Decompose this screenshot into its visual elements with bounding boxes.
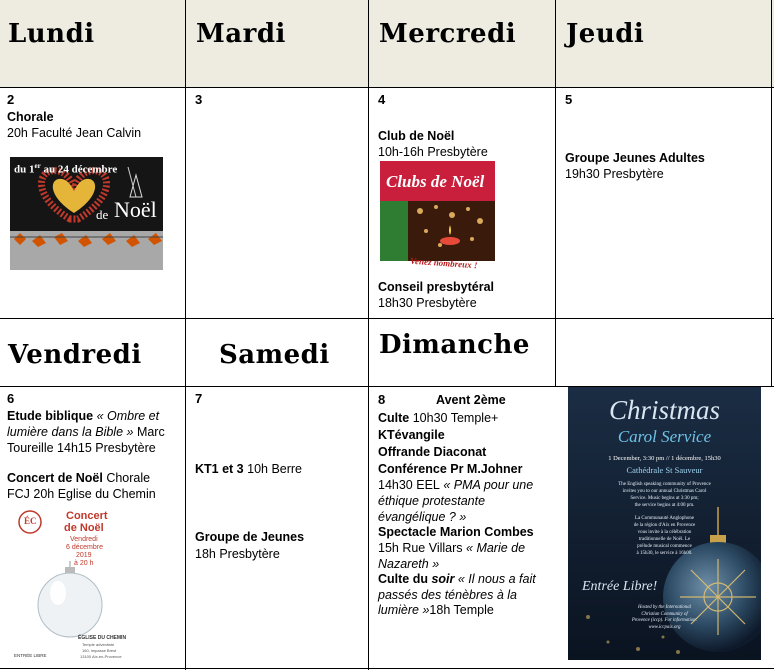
header-lundi: Lundi [8, 19, 95, 49]
poster-time: à 20 h [74, 560, 94, 567]
culte-soir-line-3: lumière »18h Temple [378, 603, 494, 617]
carol-title-2: Carol Service [617, 427, 712, 446]
poster-dates: du 1er au 24 décembre [14, 162, 118, 176]
culte-soir-line-1: Culte du soir « Il nous a fait [378, 572, 536, 586]
poster-entry: ENTRÉE LIBRE [14, 653, 47, 658]
event-time-place: 18h Presbytère [195, 547, 280, 561]
grid-line [555, 0, 556, 386]
event-title: Groupe Jeunes Adultes [565, 151, 705, 165]
carol-title-1: Christmas [608, 395, 721, 425]
day-number: 2 [7, 92, 15, 107]
poster-addr-1: Temple adventiste [82, 642, 115, 647]
day-number: 6 [7, 391, 15, 406]
avent-label: Avent 2ème [436, 393, 506, 407]
header-vendredi: Vendredi [8, 340, 142, 370]
day-number: 4 [378, 92, 386, 107]
day-number: 7 [195, 391, 203, 406]
carol-fr-text: La Communauté Anglophone de la région d'Aix en Provence vous invite à la célébration traditionnelle de Noël. Le prélude musical commence à 15h30, le service à 16h00. [633, 516, 696, 556]
header-dimanche: Dimanche [379, 330, 530, 360]
day-number: 5 [565, 92, 573, 107]
poster-addr-2: 160, impasse Brest [82, 648, 117, 653]
event-time-place: 10h-16h Presbytère [378, 145, 488, 159]
concert-de-noel-poster [12, 507, 127, 665]
clubs-de-noel-poster [380, 161, 495, 275]
header-mardi: Mardi [196, 19, 286, 49]
day-number: 8 [378, 392, 386, 407]
grid-line [0, 318, 774, 319]
event-time-place: 20h Faculté Jean Calvin [7, 126, 142, 140]
grid-line [185, 0, 186, 670]
poster-word-de: de [96, 207, 109, 222]
poster-title-1: Concert [66, 510, 108, 522]
etude-line-1: Etude biblique « Ombre et [7, 409, 160, 423]
carol-host-text: Hosted by the International Christian Community of Provence (iccp). For information: www.iccpaix.org [631, 605, 698, 630]
kt-line: KT1 et 3 10h Berre [195, 462, 303, 476]
poster-word-noel: Noël [114, 197, 157, 222]
grid-line [0, 668, 774, 669]
culte-line: Culte 10h30 Temple+ [378, 411, 499, 425]
eel-line-2: éthique protestante [378, 494, 486, 508]
grid-line [0, 87, 774, 88]
grid-line [368, 0, 369, 670]
concert-line-2: FCJ 20h Eglise du Chemin [7, 487, 156, 501]
poster-day: Vendredi [70, 536, 98, 543]
carol-venue: Cathédrale St Sauveur [626, 465, 703, 475]
spectacle-line-1: 15h Rue Villars « Marie de [378, 541, 526, 555]
advent-heart-poster [10, 157, 163, 270]
header-jeudi: Jeudi [566, 19, 645, 49]
etude-line-3: Toureille 14h15 Presbytère [7, 441, 156, 455]
event-title: Club de Noël [378, 129, 455, 143]
carol-service-poster [568, 387, 761, 660]
carol-entree: Entrée Libre! [582, 579, 658, 594]
eel-line-3: évangélique ? » [378, 510, 467, 524]
poster-title-2: de Noël [64, 522, 104, 534]
eel-line-1: 14h30 EEL « PMA pour une [378, 478, 534, 492]
poster-addr-3: 13100 Aix-en-Provence [80, 654, 122, 659]
concert-line-1: Concert de Noël Chorale [7, 471, 151, 485]
header-mercredi: Mercredi [379, 19, 517, 49]
spectacle: Spectacle Marion Combes [378, 525, 534, 539]
carol-dateline: 1 December, 3:30 pm // 1 décembre, 15h30 [608, 455, 721, 462]
grid-line [771, 0, 772, 386]
event-title: Chorale [7, 110, 54, 124]
offrande: Offrande Diaconat [378, 445, 487, 459]
event-time-place: 18h30 Presbytère [378, 296, 477, 310]
ktevangile: KTévangile [378, 428, 445, 442]
poster-date: 6 décembre [66, 544, 103, 551]
poster-place: ÉGLISE DU CHEMIN [78, 635, 127, 641]
poster-title: Clubs de Noël [386, 172, 485, 191]
spectacle-line-2: Nazareth » [378, 557, 440, 571]
conference: Conférence Pr M.Johner [378, 462, 523, 476]
poster-tagline: Venez nombreux ! [409, 255, 478, 271]
poster-year: 2019 [76, 552, 92, 559]
culte-soir-line-2: passés des ténèbres à la [378, 588, 517, 602]
etude-line-2: lumière dans la Bible » Marc [7, 425, 165, 439]
event-title: Groupe de Jeunes [195, 530, 305, 544]
header-samedi: Samedi [219, 340, 330, 370]
event-time-place: 19h30 Presbytère [565, 167, 664, 181]
poster-logo: ÉC [24, 516, 37, 526]
event-title: Conseil presbytéral [378, 280, 495, 294]
day-number: 3 [195, 92, 203, 107]
carol-en-text: The English speaking community of Provence invites you to our annual Christmas Carol Service. Music begins at 3:30 pm; the service begins at 4:00 pm. [618, 482, 711, 508]
